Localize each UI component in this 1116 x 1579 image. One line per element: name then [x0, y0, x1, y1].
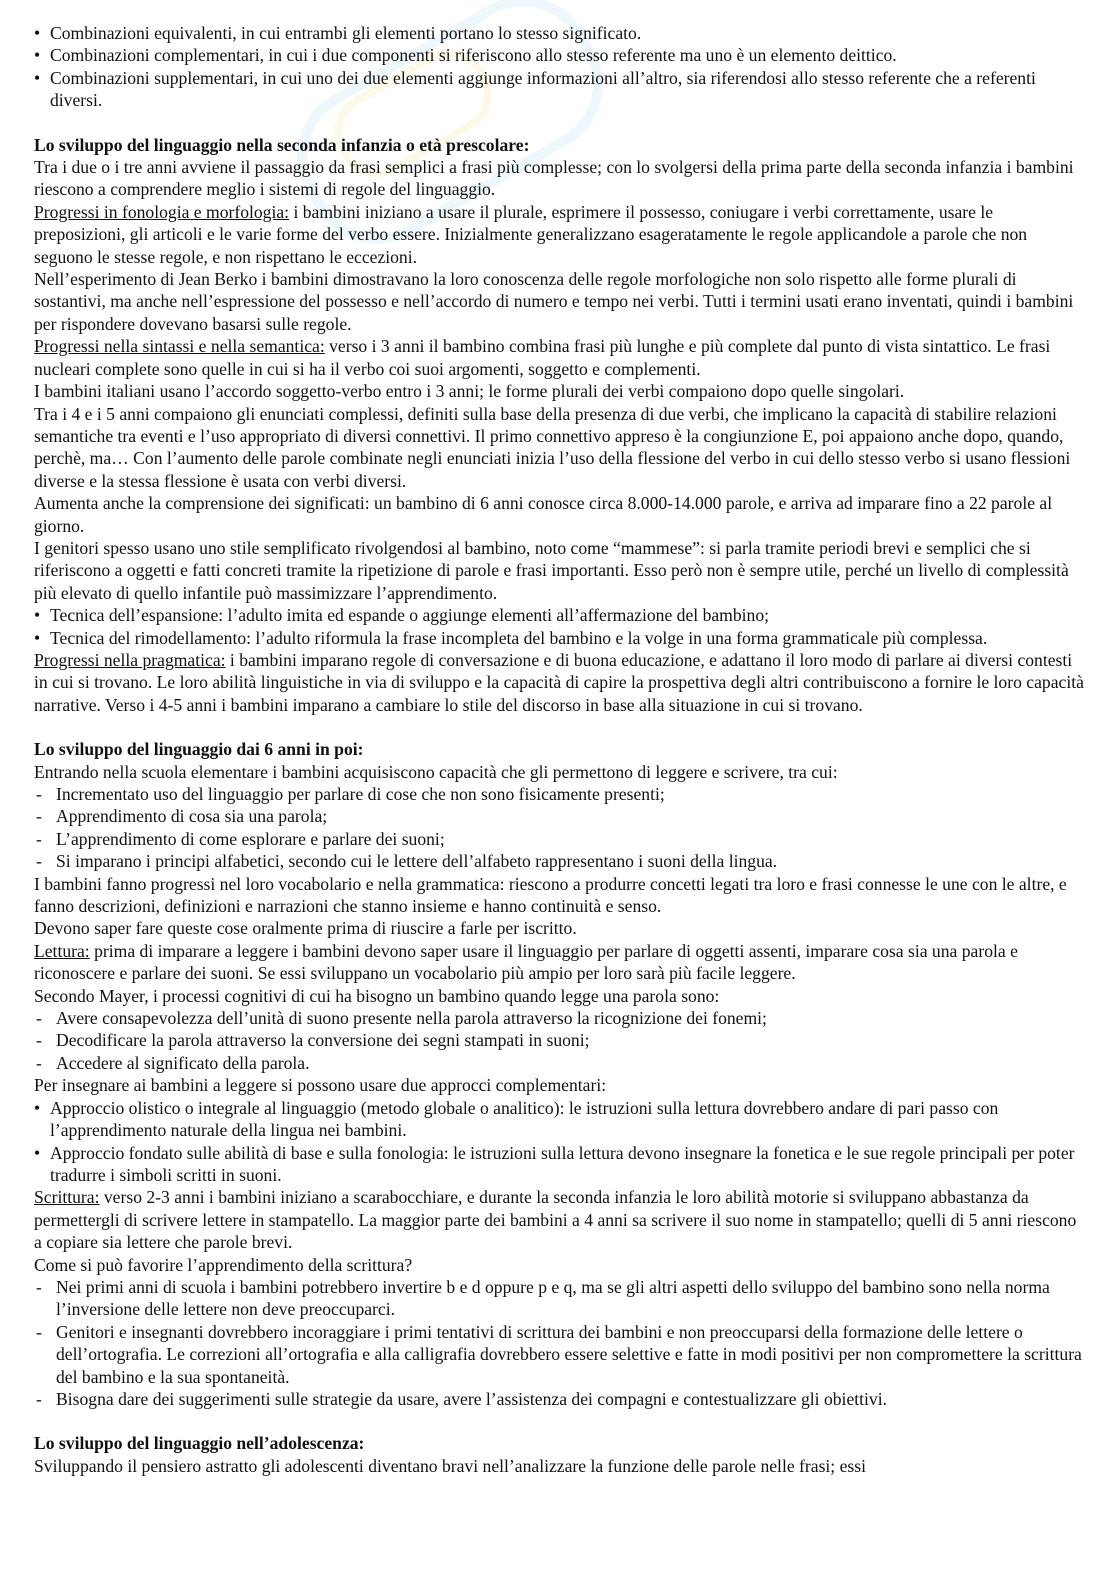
advice-list [34, 1276, 1084, 1410]
subheading-phonology: Progressi in fonologia e morfologia: [34, 201, 290, 222]
list-item: - Apprendimento di cosa sia una parola; [34, 805, 1084, 827]
list-item: • Tecnica dell’espansione: l’adulto imita ed espande o aggiunge elementi all’affermazione del bambino; [34, 604, 1084, 626]
spacer [34, 1410, 1084, 1432]
paragraph-text: i bambini iniziano a usare il plurale, esprimere il possesso, coniugare i verbi correttamente, usare le preposizioni, gli articoli e le varie forme del verbo essere. Inizialmente generalizzano esageratamente le regole applicandole a parole che non seguono le stesse regole, e non rispettano le eccezioni. [34, 201, 1028, 267]
approaches-list [34, 1097, 1084, 1187]
subheading-pragmatics: Progressi nella pragmatica: [34, 649, 226, 670]
section-heading-six-years: Lo sviluppo del linguaggio dai 6 anni in poi: [34, 739, 364, 760]
list-item: - Decodificare la parola attraverso la conversione dei segni stampati in suoni; [34, 1029, 1084, 1051]
paragraph-text: verso 2-3 anni i bambini iniziano a scarabocchiare, e durante la seconda infanzia le loro abilità motorie si sviluppano abbastanza da permettergli di scrivere lettere in stampatello. La maggior parte dei bambini a 4 anni sa scrivere il suo nome in stampatello; quelli di 5 anni riescono a copiare sia lettere che parole brevi. [34, 1187, 1077, 1253]
list-item: - Avere consapevolezza dell’unità di suono presente nella parola attraverso la ricognizione dei fonemi; [34, 1007, 1084, 1029]
list-item: • Tecnica del rimodellamento: l’adulto riformula la frase incompleta del bambino e la volge in una forma grammaticale più complessa. [34, 627, 1084, 649]
paragraph: Per insegnare ai bambini a leggere si possono usare due approcci complementari: [34, 1075, 607, 1096]
list-item: - Accedere al significato della parola. [34, 1052, 1084, 1074]
paragraph: Aumenta anche la comprensione dei significati: un bambino di 6 anni conosce circa 8.000-14.000 parole, e arriva ad imparare fino a 22 parole al giorno. [34, 493, 1053, 536]
list-item: - Si imparano i principi alfabetici, secondo cui le lettere dell’alfabeto rappresentano i suoni della lingua. [34, 850, 1084, 872]
subheading-reading: Lettura: [34, 940, 90, 961]
paragraph: Sviluppando il pensiero astratto gli adolescenti diventano bravi nell’analizzare la funzione delle parole nelle frasi; essi [34, 1455, 866, 1476]
paragraph: Tra i 4 e i 5 anni compaiono gli enunciati complessi, definiti sulla base della presenza di due verbi, che implicano la capacità di stabilire relazioni semantiche tra eventi e l’uso appropriato di diversi connettivi. Il primo connettivo appreso è la congiunzione E, poi appaiono anche dopo, quando, perchè, ma… Con l’aumento delle parole combinate negli enunciati inizia l’uso della flessione del verbo in cui dello stesso verbo si usano flessioni diverse e la stessa flessione è usata con verbi diversi. [34, 403, 1071, 491]
processes-list [34, 1007, 1084, 1074]
list-item: • Approccio olistico o integrale al linguaggio (metodo globale o analitico): le istruzioni sulla lettura dovrebbero andare di pari passo con l’apprendimento naturale della lingua nei bambini. [34, 1097, 1084, 1142]
list-item: • Combinazioni complementari, in cui i due componenti si riferiscono allo stesso referente ma uno è un elemento deittico. [34, 44, 1084, 66]
subheading-writing: Scrittura: [34, 1187, 100, 1208]
combinations-list [34, 22, 1084, 112]
paragraph: Come si può favorire l’apprendimento della scrittura? [34, 1254, 413, 1275]
paragraph-writing [34, 1186, 1084, 1253]
paragraph-text: verso i 3 anni il bambino combina frasi più lunghe e più complete dal punto di vista sintattico. Le frasi nucleari complete sono quelle in cui si ha il verbo coi suoi argomenti, soggetto e complementi. [34, 336, 1051, 379]
list-item: - Nei primi anni di scuola i bambini potrebbero invertire b e d oppure p e q, ma se gli altri aspetti dello sviluppo del bambino sono nella norma l’inversione delle lettere non deve preoccuparci. [34, 1276, 1084, 1321]
list-item: • Approccio fondato sulle abilità di base e sulla fonologia: le istruzioni sulla lettura devono insegnare la fonetica e le sue regole principali per poter tradurre i simboli scritti in suoni. [34, 1142, 1084, 1187]
list-item: - L’apprendimento di come esplorare e parlare dei suoni; [34, 828, 1084, 850]
list-item: - Bisogna dare dei suggerimenti sulle strategie da usare, avere l’assistenza dei compagni e contestualizzare gli obiettivi. [34, 1388, 1084, 1410]
paragraph: Devono saper fare queste cose oralmente prima di riuscire a farle per iscritto. [34, 918, 577, 939]
paragraph: I bambini fanno progressi nel loro vocabolario e nella grammatica: riescono a produrre concetti legati tra loro e frasi connesse le une con le altre, e fanno descrizioni, definizioni e narrazioni che stanno insieme e hanno continuità e senso. [34, 873, 1067, 917]
list-item: • Combinazioni equivalenti, in cui entrambi gli elementi portano lo stesso significato. [34, 22, 1084, 44]
list-item: - Incrementato uso del linguaggio per parlare di cose che non sono fisicamente presenti; [34, 783, 1084, 805]
paragraph: Tra i due o i tre anni avviene il passaggio da frasi semplici a frasi più complesse; con lo svolgersi della prima parte della seconda infanzia i bambini riescono a comprendere meglio i sistemi di regole del linguaggio. [34, 157, 1074, 200]
spacer [34, 112, 1084, 134]
paragraph: I genitori spesso usano uno stile semplificato rivolgendosi al bambino, noto come “mammese”: si parla tramite periodi brevi e semplici che si riferiscono a oggetti e fatti concreti tramite la ripetizione di parole e frasi importanti. Esso però non è sempre utile, perché un livello di complessità più elevato di quello infantile può massimizzare l’apprendimento. [34, 537, 1069, 603]
paragraph: Secondo Mayer, i processi cognitivi di cui ha bisogno un bambino quando legge una parola sono: [34, 985, 720, 1006]
subheading-syntax: Progressi nella sintassi e nella semantica: [34, 336, 325, 357]
paragraph: Nell’esperimento di Jean Berko i bambini dimostravano la loro conoscenza delle regole morfologiche non solo rispetto alle forme plurali di sostantivi, ma anche nell’espressione del possesso e nell’accordo di numero e tempo nei verbi. Tutti i termini usati erano inventati, quindi i bambini per rispondere dovevano basarsi sulle regole. [34, 269, 1074, 334]
paragraph-text: prima di imparare a leggere i bambini devono saper usare il linguaggio per parlare di oggetti assenti, imparare cosa sia una parola e riconoscere e parlare dei suoni. Se essi sviluppano un vocabolario più ampio per loro sarà più facile leggere. [34, 940, 1018, 984]
list-item: • Combinazioni supplementari, in cui uno dei due elementi aggiunge informazioni all’altro, sia riferendosi allo stesso referente che a referenti diversi. [34, 67, 1084, 112]
section-heading-preschool: Lo sviluppo del linguaggio nella seconda infanzia o età prescolare: [34, 134, 530, 155]
paragraph: Entrando nella scuola elementare i bambini acquisiscono capacità che gli permettono di leggere e scrivere, tra cui: [34, 761, 838, 782]
document-page [34, 22, 1084, 1477]
skills-list [34, 783, 1084, 873]
list-item: - Genitori e insegnanti dovrebbero incoraggiare i primi tentativi di scrittura dei bambini e non preoccuparsi della formazione delle lettere o dell’ortografia. Le correzioni all’ortografia e alla calligrafia dovrebbero essere selettive e fatte in modi positivi per non compromettere la scrittura del bambino e la sua spontaneità. [34, 1321, 1084, 1388]
paragraph-text: i bambini imparano regole di conversazione e di buona educazione, e adattano il loro modo di parlare ai diversi contesti in cui si trovano. Le loro abilità linguistiche in via di sviluppo e la capacità di capire la prospettiva degli altri contribuiscono a fornire le loro capacità narrative. Verso i 4-5 anni i bambini imparano a cambiare lo stile del discorso in base alla situazione in cui si trovano. [34, 649, 1084, 715]
section-heading-adolescence: Lo sviluppo del linguaggio nell’adolescenza: [34, 1433, 365, 1454]
spacer [34, 716, 1084, 738]
techniques-list [34, 604, 1084, 649]
paragraph-phonology [34, 201, 1084, 268]
paragraph-pragmatics [34, 649, 1084, 716]
paragraph-reading [34, 940, 1084, 985]
paragraph-syntax [34, 335, 1084, 380]
paragraph: I bambini italiani usano l’accordo soggetto-verbo entro i 3 anni; le forme plurali dei verbi compaiono dopo quelle singolari. [34, 381, 905, 402]
